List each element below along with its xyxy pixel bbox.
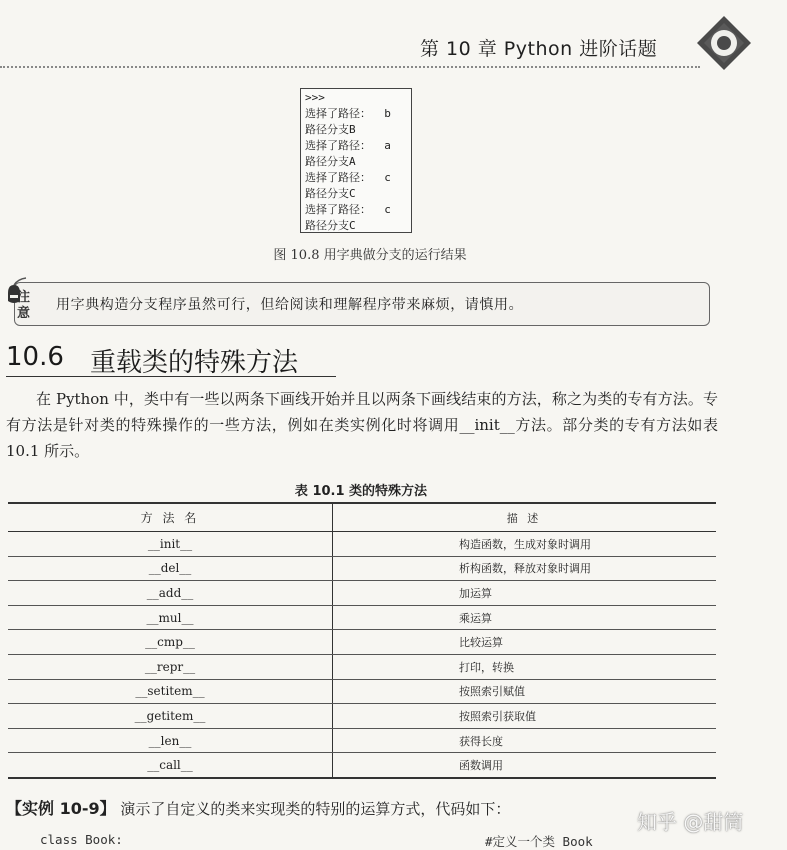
method-name-cell: __len__ — [8, 728, 333, 753]
example-text: 演示了自定义的类来实现类的特别的运算方式，代码如下： — [120, 800, 511, 818]
output-line: 选择了路径： a — [305, 139, 391, 152]
special-methods-table — [8, 502, 716, 779]
method-name-cell: __del__ — [8, 556, 333, 581]
method-name-cell: __getitem__ — [8, 704, 333, 729]
method-name-cell: __add__ — [8, 581, 333, 606]
note-label: 注意 — [17, 290, 31, 321]
table-row — [8, 728, 716, 753]
body-paragraph: 在 Python 中，类中有一些以两条下画线开始并且以两条下画线结束的方法，称之为类的专有方法。专有方法是针对类的特殊操作的一些方法，例如在类实例化时将调用__init__方法。部分类的专有方法如表 10.1 所示。 — [6, 390, 718, 460]
table-row — [8, 654, 716, 679]
method-name-cell: __repr__ — [8, 654, 333, 679]
code-comment: #定义一个类 Book — [485, 834, 593, 849]
table-caption: 表 10.1 类的特殊方法 — [294, 484, 428, 499]
table-row — [8, 753, 716, 778]
table-row — [8, 556, 716, 581]
output-line: 路径分支B — [305, 123, 356, 136]
output-line: 选择了路径： c — [305, 203, 391, 216]
note-text: 用字典构造分支程序虽然可行，但给阅读和理解程序带来麻烦，请慎用。 — [56, 297, 524, 313]
method-description-cell: 构造函数，生成对象时调用 — [333, 532, 717, 557]
method-name-cell: __setitem__ — [8, 679, 333, 704]
output-line: 路径分支C — [305, 219, 356, 232]
watermark: 知乎 @甜筒 — [637, 810, 744, 834]
method-description-cell: 打印，转换 — [333, 654, 717, 679]
method-description-cell: 按照索引赋值 — [333, 679, 717, 704]
section-heading — [6, 340, 336, 377]
table-row — [8, 605, 716, 630]
section-number: 10.6 — [6, 342, 64, 372]
chapter-title: 第 10 章 Python 进阶话题 — [420, 38, 658, 60]
method-name-cell: __init__ — [8, 532, 333, 557]
column-header-description: 描 述 — [333, 503, 717, 532]
column-header-method: 方 法 名 — [8, 503, 333, 532]
header-divider — [0, 66, 700, 68]
output-line: 选择了路径： c — [305, 171, 391, 184]
method-name-cell: __call__ — [8, 753, 333, 778]
figure-caption: 图 10.8 用字典做分支的运行结果 — [273, 248, 467, 263]
body-text — [6, 386, 718, 464]
table-row — [8, 679, 716, 704]
table-row — [8, 630, 716, 655]
method-description-cell: 加运算 — [333, 581, 717, 606]
program-output-box — [300, 88, 412, 233]
gear-logo-icon — [695, 14, 753, 72]
table-row — [8, 532, 716, 557]
output-line: 路径分支C — [305, 187, 356, 200]
example-label: 【实例 10-9】 — [6, 799, 116, 818]
table-row — [8, 581, 716, 606]
output-line: 选择了路径： b — [305, 107, 391, 120]
output-line: >>> — [305, 91, 325, 104]
method-description-cell: 比较运算 — [333, 630, 717, 655]
section-title: 重载类的特殊方法 — [90, 348, 299, 378]
method-description-cell: 函数调用 — [333, 753, 717, 778]
method-description-cell: 乘运算 — [333, 605, 717, 630]
table-header-row — [8, 503, 716, 532]
example-intro — [6, 796, 510, 819]
method-name-cell: __mul__ — [8, 605, 333, 630]
output-line: 路径分支A — [305, 155, 356, 168]
code-line: class Book: — [40, 832, 123, 847]
method-name-cell: __cmp__ — [8, 630, 333, 655]
table-row — [8, 704, 716, 729]
method-description-cell: 析构函数，释放对象时调用 — [333, 556, 717, 581]
method-description-cell: 获得长度 — [333, 728, 717, 753]
method-description-cell: 按照索引获取值 — [333, 704, 717, 729]
